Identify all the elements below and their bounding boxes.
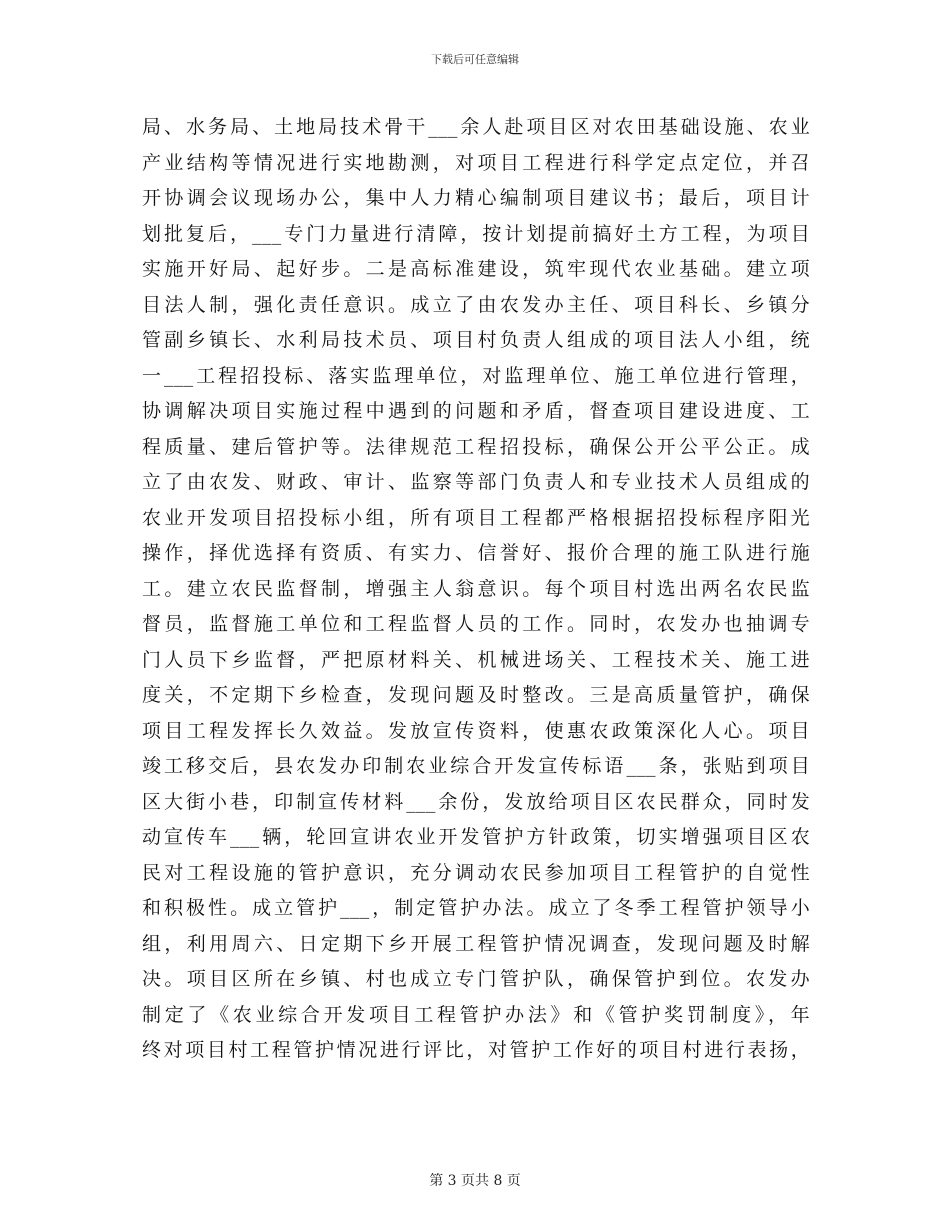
text-line: 工。建立农民监督制，增强主人翁意识。每个项目村选出两名农民监 bbox=[142, 577, 810, 600]
text-line: 组，利用周六、日定期下乡开展工程管护情况调查，发现问题及时解 bbox=[142, 932, 810, 955]
text-line: 管副乡镇长、水利局技术员、项目村负责人组成的项目法人小组，统 bbox=[142, 329, 810, 351]
text-line: 一___工程招投标、落实监理单位，对监理单位、施工单位进行管理， bbox=[142, 364, 810, 387]
text-line: 局、水务局、土地局技术骨干___余人赴项目区对农田基础设施、农业 bbox=[142, 116, 810, 138]
text-line: 终对项目村工程管护情况进行评比，对管护工作好的项目村进行表扬， bbox=[142, 1039, 810, 1061]
text-line: 项目工程发挥长久效益。发放宣传资料，使惠农政策深化人心。项目 bbox=[142, 719, 810, 742]
text-line: 操作，择优选择有资质、有实力、信誉好、报价合理的施工队进行施 bbox=[142, 542, 810, 564]
text-line: 区大街小巷，印制宣传材料___余份，发放给项目区农民群众，同时发 bbox=[142, 790, 810, 813]
text-line: 目法人制，强化责任意识。成立了由农发办主任、项目科长、乡镇分 bbox=[142, 293, 810, 316]
text-line: 开协调会议现场办公，集中人力精心编制项目建议书；最后，项目计 bbox=[142, 187, 810, 209]
text-line: 程质量、建后管护等。法律规范工程招投标，确保公开公平公正。成 bbox=[142, 435, 810, 458]
text-line: 立了由农发、财政、审计、监察等部门负责人和专业技术人员组成的 bbox=[142, 471, 810, 493]
text-line: 农业开发项目招投标小组，所有项目工程都严格根据招投标程序阳光 bbox=[142, 506, 810, 529]
text-line: 产业结构等情况进行实地勘测，对项目工程进行科学定点定位，并召 bbox=[142, 151, 810, 174]
text-line: 督员，监督施工单位和工程监督人员的工作。同时，农发办也抽调专 bbox=[142, 613, 810, 635]
text-line: 实施开好局、起好步。二是高标准建设，筑牢现代农业基础。建立项 bbox=[142, 258, 810, 280]
text-line: 制定了《农业综合开发项目工程管护办法》和《管护奖罚制度》，年 bbox=[142, 1003, 810, 1026]
text-line: 协调解决项目实施过程中遇到的问题和矛盾，督查项目建设进度、工 bbox=[142, 400, 810, 422]
text-line: 和积极性。成立管护___，制定管护办法。成立了冬季工程管护领导小 bbox=[142, 897, 810, 919]
body-text bbox=[142, 110, 810, 1069]
text-line: 民对工程设施的管护意识，充分调动农民参加项目工程管护的自觉性 bbox=[142, 861, 810, 884]
page-header: 下载后可任意编辑 bbox=[431, 53, 519, 66]
page-footer: 第 3 页共 8 页 bbox=[429, 1173, 521, 1189]
text-line: 决。项目区所在乡镇、村也成立专门管护队，确保管护到位。农发办 bbox=[142, 968, 810, 990]
text-line: 度关，不定期下乡检查，发现问题及时整改。三是高质量管护，确保 bbox=[142, 684, 810, 706]
text-line: 动宣传车___辆，轮回宣讲农业开发管护方针政策，切实增强项目区农 bbox=[142, 826, 810, 848]
text-line: 划批复后，___专门力量进行清障，按计划提前搞好土方工程，为项目 bbox=[142, 222, 810, 245]
text-line: 门人员下乡监督，严把原材料关、机械进场关、工程技术关、施工进 bbox=[142, 648, 810, 671]
text-line: 竣工移交后，县农发办印制农业综合开发宣传标语___条，张贴到项目 bbox=[142, 755, 810, 777]
